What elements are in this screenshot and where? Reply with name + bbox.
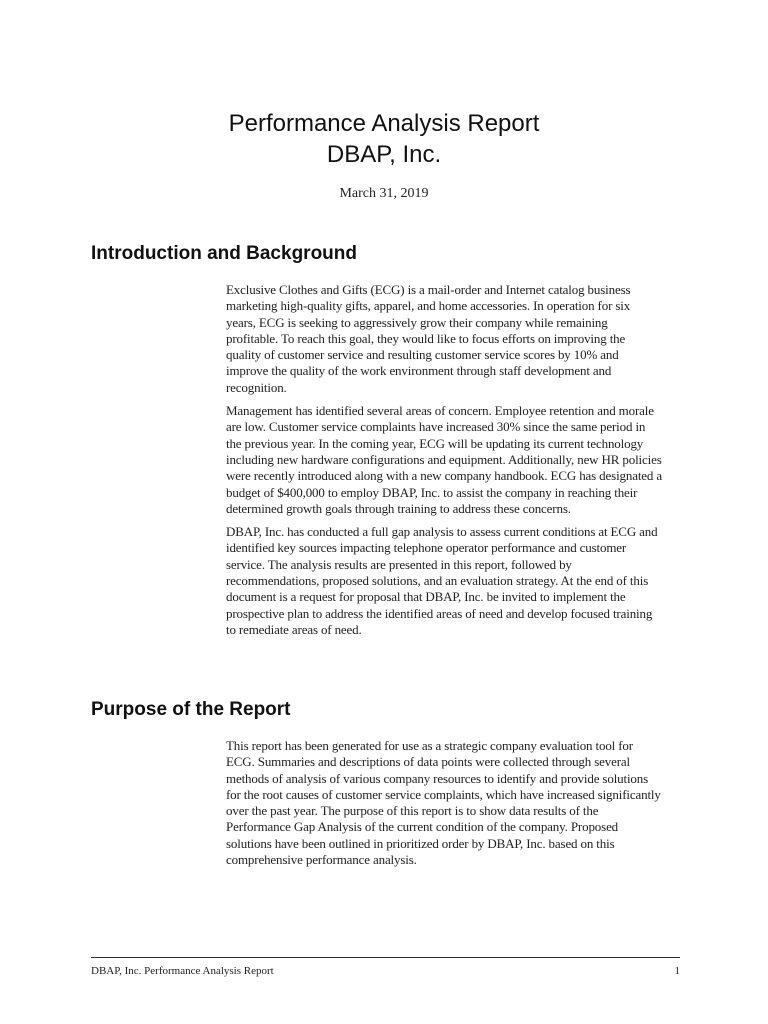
report-title-line-1: Performance Analysis Report — [228, 110, 540, 137]
section-heading-introduction: Introduction and Background — [91, 243, 357, 264]
section-heading-purpose: Purpose of the Report — [91, 699, 291, 720]
paragraph: Exclusive Clothes and Gifts (ECG) is a mail-order and Internet catalog business marketing high-quality gifts, apparel, and home accessories. In operation for six years, ECG is seeking to aggressively grow their company while remaining profitable. To reach this goal, they would like to focus efforts on improving the quality of customer service and resulting customer service scores by 10% and improve the quality of the work environment through staff development and recognition. — [226, 282, 631, 395]
paragraph: This report has been generated for use as a strategic company evaluation tool for ECG. Summaries and descriptions of data points were collected through several methods of analysis of various company resources to identify and provide solutions for the root causes of customer service complaints, which have increased significantly over the past year. The purpose of this report is to show data results of the Performance Gap Analysis of the current condition of the company. Proposed solutions have been outlined in prioritized order by DBAP, Inc. based on this comprehensive performance analysis. — [226, 738, 661, 868]
paragraph: Management has identified several areas of concern. Employee retention and morale are low. Customer service complaints have increased 30% since the same period in the previous year. In the coming year, ECG will be updating its current technology including new hardware configurations and equipment. Additionally, new HR policies were recently introduced along with a new company handbook. ECG has designated a budget of $400,000 to employ DBAP, Inc. to assist the company in reaching their determined growth goals through training to address these concerns. — [226, 403, 662, 516]
footer-page-number: 1 — [674, 965, 680, 977]
report-title-line-2: DBAP, Inc. — [326, 141, 442, 168]
footer-divider — [91, 957, 680, 958]
paragraph: DBAP, Inc. has conducted a full gap analysis to assess current conditions at ECG and identified key sources impacting telephone operator performance and customer service. The analysis results are presented in this report, followed by recommendations, proposed solutions, and an evaluation strategy. At the end of this document is a request for proposal that DBAP, Inc. be invited to implement the prospective plan to address the identified areas of need and develop focused training to remediate areas of need. — [226, 524, 658, 637]
report-title — [0, 108, 768, 170]
report-date: March 31, 2019 — [339, 186, 429, 201]
section-body-purpose — [226, 738, 662, 875]
footer-report-name: DBAP, Inc. Performance Analysis Report — [91, 965, 274, 977]
section-body-introduction — [226, 282, 662, 645]
